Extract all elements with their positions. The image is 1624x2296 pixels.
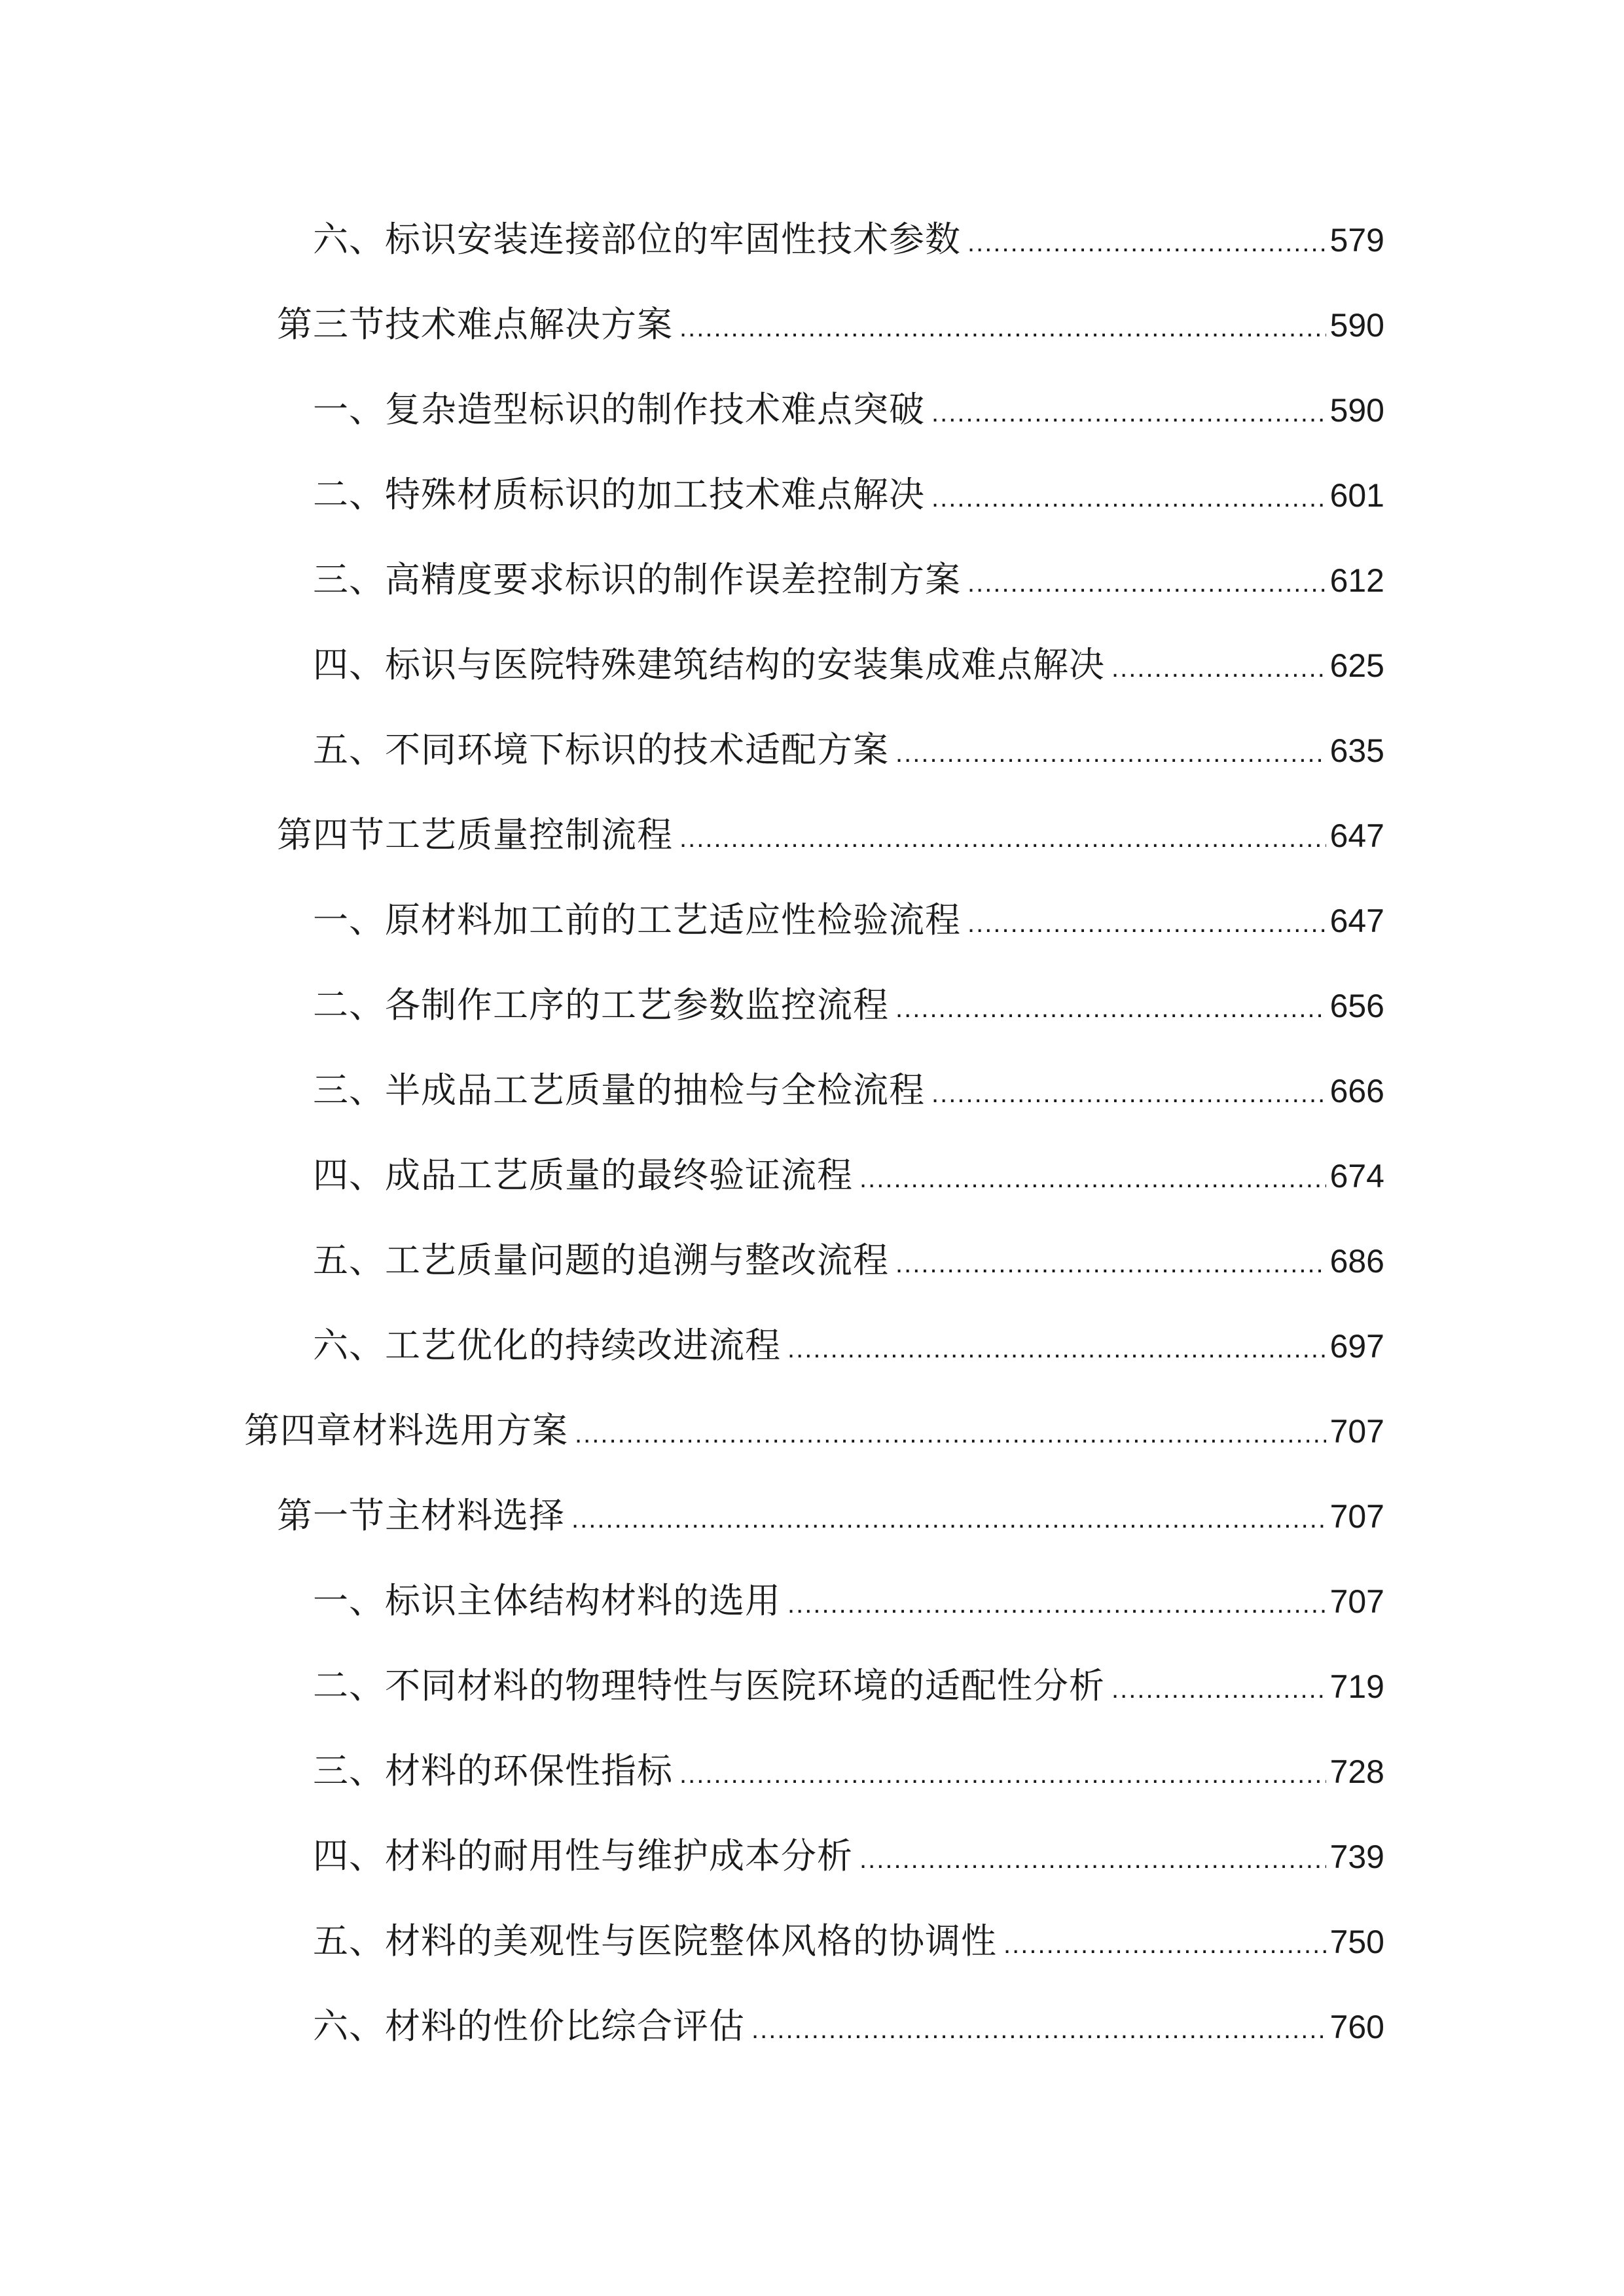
toc-dot-leader (575, 1398, 1326, 1470)
toc-dot-leader (967, 207, 1326, 279)
toc-entry-title: 三、材料的环保性指标 (313, 1750, 673, 1791)
toc-dot-leader (967, 888, 1326, 960)
toc-page-number: 590 (1329, 307, 1384, 344)
toc-entry[interactable] (313, 1054, 1384, 1126)
toc-entry-title: 四、成品工艺质量的最终验证流程 (313, 1155, 853, 1196)
toc-dot-leader (1003, 1909, 1326, 1981)
toc-entry[interactable] (313, 204, 1384, 276)
toc-dot-leader (859, 1143, 1326, 1215)
toc-dot-leader (895, 1228, 1326, 1300)
toc-page-number: 601 (1329, 477, 1384, 514)
toc-page-number: 707 (1329, 1583, 1384, 1620)
toc-dot-leader (967, 547, 1326, 619)
toc-page-number: 686 (1329, 1243, 1384, 1280)
toc-entry[interactable] (313, 884, 1384, 956)
toc-entry-title: 四、材料的耐用性与维护成本分析 (313, 1835, 853, 1876)
toc-entry-title: 三、高精度要求标识的制作误差控制方案 (313, 559, 961, 600)
toc-dot-leader (1111, 632, 1326, 704)
toc-entry[interactable] (313, 1735, 1384, 1807)
toc-entry-title: 五、不同环境下标识的技术适配方案 (313, 729, 889, 770)
toc-entry-title: 第四节工艺质量控制流程 (277, 814, 673, 855)
toc-entry-title: 二、各制作工序的工艺参数监控流程 (313, 984, 889, 1026)
toc-page-number: 612 (1329, 562, 1384, 599)
toc-entry-title: 第一节主材料选择 (277, 1495, 565, 1536)
toc-page-number: 728 (1329, 1753, 1384, 1790)
toc-entry[interactable] (313, 1905, 1384, 1977)
toc-page-number: 590 (1329, 392, 1384, 429)
toc-entry[interactable] (313, 1310, 1384, 1382)
toc-entry-title: 五、工艺质量问题的追溯与整改流程 (313, 1240, 889, 1281)
toc-page-number: 635 (1329, 732, 1384, 769)
toc-entry[interactable] (313, 544, 1384, 616)
toc-entry[interactable] (313, 1650, 1384, 1722)
toc-page-number: 760 (1329, 2009, 1384, 2045)
toc-entry[interactable] (313, 714, 1384, 786)
toc-entry-title: 六、标识安装连接部位的牢固性技术参数 (313, 219, 961, 260)
toc-entry[interactable] (313, 1990, 1384, 2062)
toc-dot-leader (787, 1568, 1326, 1640)
toc-entry[interactable] (277, 799, 1384, 871)
toc-page-number: 647 (1329, 903, 1384, 939)
toc-page-number: 707 (1329, 1498, 1384, 1535)
toc-dot-leader (1111, 1653, 1326, 1725)
toc-entry[interactable] (244, 1395, 1384, 1467)
toc-entry[interactable] (313, 1820, 1384, 1892)
toc-entry-title: 二、特殊材质标识的加工技术难点解决 (313, 474, 925, 515)
toc-dot-leader (679, 802, 1326, 874)
toc-entry[interactable] (277, 289, 1384, 361)
toc-entry-title: 第四章材料选用方案 (244, 1410, 568, 1451)
toc-dot-leader (859, 1823, 1326, 1895)
toc-dot-leader (679, 292, 1326, 364)
toc-entry-title: 四、标识与医院特殊建筑结构的安装集成难点解决 (313, 644, 1105, 685)
toc-page-number: 666 (1329, 1073, 1384, 1109)
toc-page-number: 750 (1329, 1924, 1384, 1960)
toc-dot-leader (571, 1483, 1326, 1555)
toc-page-number: 697 (1329, 1328, 1384, 1365)
toc-entry[interactable] (313, 1139, 1384, 1211)
toc-dot-leader (895, 973, 1326, 1045)
toc-entry-title: 第三节技术难点解决方案 (277, 304, 673, 345)
toc-page-number: 674 (1329, 1158, 1384, 1194)
toc-dot-leader (931, 1058, 1326, 1130)
toc-entry-title: 六、材料的性价比综合评估 (313, 2005, 745, 2047)
toc-page-number: 579 (1329, 222, 1384, 259)
toc-entry-title: 一、标识主体结构材料的选用 (313, 1580, 781, 1621)
toc-entry[interactable] (313, 374, 1384, 446)
toc-dot-leader (931, 462, 1326, 534)
toc-page-number: 707 (1329, 1413, 1384, 1450)
toc-dot-leader (895, 717, 1326, 789)
toc-entry[interactable] (313, 1225, 1384, 1297)
toc-entry-title: 五、材料的美观性与医院整体风格的协调性 (313, 1920, 997, 1962)
toc-page-number: 647 (1329, 817, 1384, 854)
toc-dot-leader (787, 1313, 1326, 1385)
toc-entry-title: 六、工艺优化的持续改进流程 (313, 1325, 781, 1366)
toc-dot-leader (679, 1738, 1326, 1810)
toc-entry[interactable] (313, 629, 1384, 701)
toc-page-number: 625 (1329, 647, 1384, 684)
toc-entry-title: 二、不同材料的物理特性与医院环境的适配性分析 (313, 1665, 1105, 1706)
toc-entry-title: 三、半成品工艺质量的抽检与全检流程 (313, 1069, 925, 1111)
toc-entry[interactable] (313, 969, 1384, 1041)
toc-page-number: 656 (1329, 988, 1384, 1024)
toc-page-number: 739 (1329, 1839, 1384, 1875)
toc-entry-title: 一、原材料加工前的工艺适应性检验流程 (313, 899, 961, 941)
toc-entry[interactable] (313, 1565, 1384, 1637)
toc-page-number: 719 (1329, 1668, 1384, 1705)
toc-entry[interactable] (277, 1480, 1384, 1552)
toc-entry-title: 一、复杂造型标识的制作技术难点突破 (313, 389, 925, 430)
toc-dot-leader (751, 1994, 1326, 2066)
toc-entry[interactable] (313, 459, 1384, 531)
toc-dot-leader (931, 377, 1326, 449)
